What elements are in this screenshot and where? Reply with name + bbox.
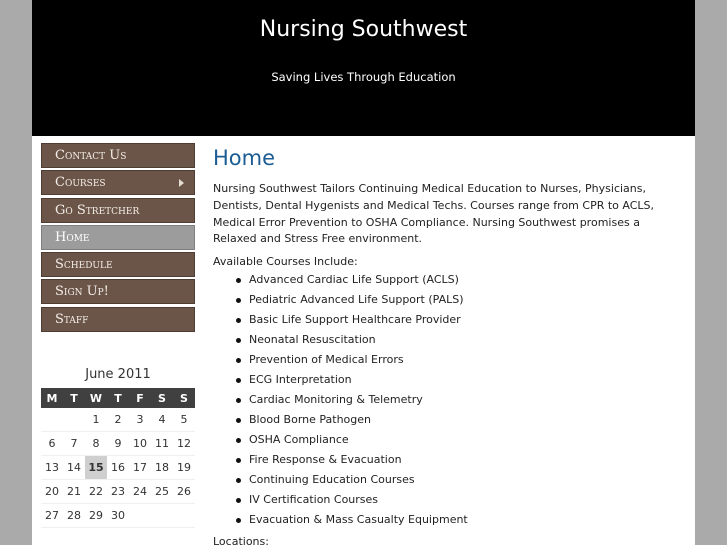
calendar-day: 27: [41, 504, 63, 528]
courses-heading: Available Courses Include:: [213, 255, 358, 269]
calendar-day: 7: [63, 432, 85, 456]
calendar-widget: [41, 366, 195, 528]
course-list-item: Evacuation & Mass Casualty Equipment: [249, 510, 673, 530]
calendar-day: 10: [129, 432, 151, 456]
calendar-week-row: [41, 456, 195, 480]
nav-item-staff[interactable]: Staff: [41, 307, 195, 332]
nav-item-sign-up[interactable]: Sign Up!: [41, 279, 195, 304]
calendar-empty-cell: [63, 408, 85, 432]
calendar-day: 2: [107, 408, 129, 432]
course-list-item: Prevention of Medical Errors: [249, 350, 673, 370]
calendar-empty-cell: [41, 408, 63, 432]
calendar-day: 26: [173, 480, 195, 504]
main-content: [213, 145, 673, 545]
course-list-item: Advanced Cardiac Life Support (ACLS): [249, 270, 673, 290]
nav-item-home[interactable]: Home: [41, 225, 195, 250]
calendar-week-row: [41, 408, 195, 432]
calendar-day: 15: [85, 456, 107, 480]
locations-heading: Locations:: [213, 535, 269, 545]
calendar-weekday: T: [107, 388, 129, 408]
calendar-day: 22: [85, 480, 107, 504]
calendar-day: 17: [129, 456, 151, 480]
calendar-day: 19: [173, 456, 195, 480]
course-list-item: Pediatric Advanced Life Support (PALS): [249, 290, 673, 310]
nav-item-contact-us[interactable]: Contact Us: [41, 143, 195, 168]
course-list-item: Cardiac Monitoring & Telemetry: [249, 390, 673, 410]
calendar-weekday: T: [63, 388, 85, 408]
calendar-empty-cell: [173, 504, 195, 528]
calendar-day: 8: [85, 432, 107, 456]
calendar-day: 1: [85, 408, 107, 432]
calendar-day: 12: [173, 432, 195, 456]
calendar-caption: June 2011: [85, 367, 151, 382]
calendar-day: 4: [151, 408, 173, 432]
calendar-day: 21: [63, 480, 85, 504]
calendar-empty-cell: [129, 504, 151, 528]
calendar-day: 30: [107, 504, 129, 528]
calendar-day: 6: [41, 432, 63, 456]
calendar-day: 14: [63, 456, 85, 480]
course-list-item: Blood Borne Pathogen: [249, 410, 673, 430]
calendar-week-row: [41, 480, 195, 504]
calendar-day: 13: [41, 456, 63, 480]
nav-item-go-stretcher[interactable]: Go Stretcher: [41, 198, 195, 223]
course-list-item: IV Certification Courses: [249, 490, 673, 510]
calendar-day: 28: [63, 504, 85, 528]
calendar-day: 20: [41, 480, 63, 504]
calendar-day: 18: [151, 456, 173, 480]
sidebar-nav: [41, 143, 195, 334]
calendar-day: 11: [151, 432, 173, 456]
calendar-empty-cell: [151, 504, 173, 528]
nav-item-label: Courses: [55, 175, 106, 191]
calendar-day: 24: [129, 480, 151, 504]
calendar-week-row: [41, 504, 195, 528]
site-tagline: Saving Lives Through Education: [271, 70, 456, 84]
intro-paragraph: Nursing Southwest Tailors Continuing Medical Education to Nurses, Physicians, Dentists, Dental Hygenists and Medical Techs. Courses range from CPR to ACLS, Medical Error Prevention to OSHA Compliance. Nursing Southwest promises a Relaxed and Stress Free environment.: [213, 182, 655, 246]
site-title[interactable]: Nursing Southwest: [259, 17, 468, 42]
calendar-day: 16: [107, 456, 129, 480]
page-wrapper: [32, 0, 695, 545]
course-list-item: OSHA Compliance: [249, 430, 673, 450]
calendar-day: 5: [173, 408, 195, 432]
submenu-arrow-icon: [179, 179, 184, 187]
nav-item-courses[interactable]: [41, 170, 195, 195]
calendar-day: 29: [85, 504, 107, 528]
course-list-item: Continuing Education Courses: [249, 470, 673, 490]
calendar-day: 23: [107, 480, 129, 504]
course-list-item: Basic Life Support Healthcare Provider: [249, 310, 673, 330]
nav-item-schedule[interactable]: Schedule: [41, 252, 195, 277]
course-list-item: ECG Interpretation: [249, 370, 673, 390]
course-list: [213, 270, 673, 530]
calendar-weekday: F: [129, 388, 151, 408]
calendar-day: 3: [129, 408, 151, 432]
calendar-table: [41, 388, 195, 528]
course-list-item: Neonatal Resuscitation: [249, 330, 673, 350]
calendar-day: 25: [151, 480, 173, 504]
calendar-weekday: W: [85, 388, 107, 408]
calendar-week-row: [41, 432, 195, 456]
site-header: [32, 0, 695, 136]
page-title: Home: [213, 146, 276, 170]
calendar-weekday: S: [173, 388, 195, 408]
calendar-weekday: S: [151, 388, 173, 408]
course-list-item: Fire Response & Evacuation: [249, 450, 673, 470]
calendar-day: 9: [107, 432, 129, 456]
calendar-weekday: M: [41, 388, 63, 408]
